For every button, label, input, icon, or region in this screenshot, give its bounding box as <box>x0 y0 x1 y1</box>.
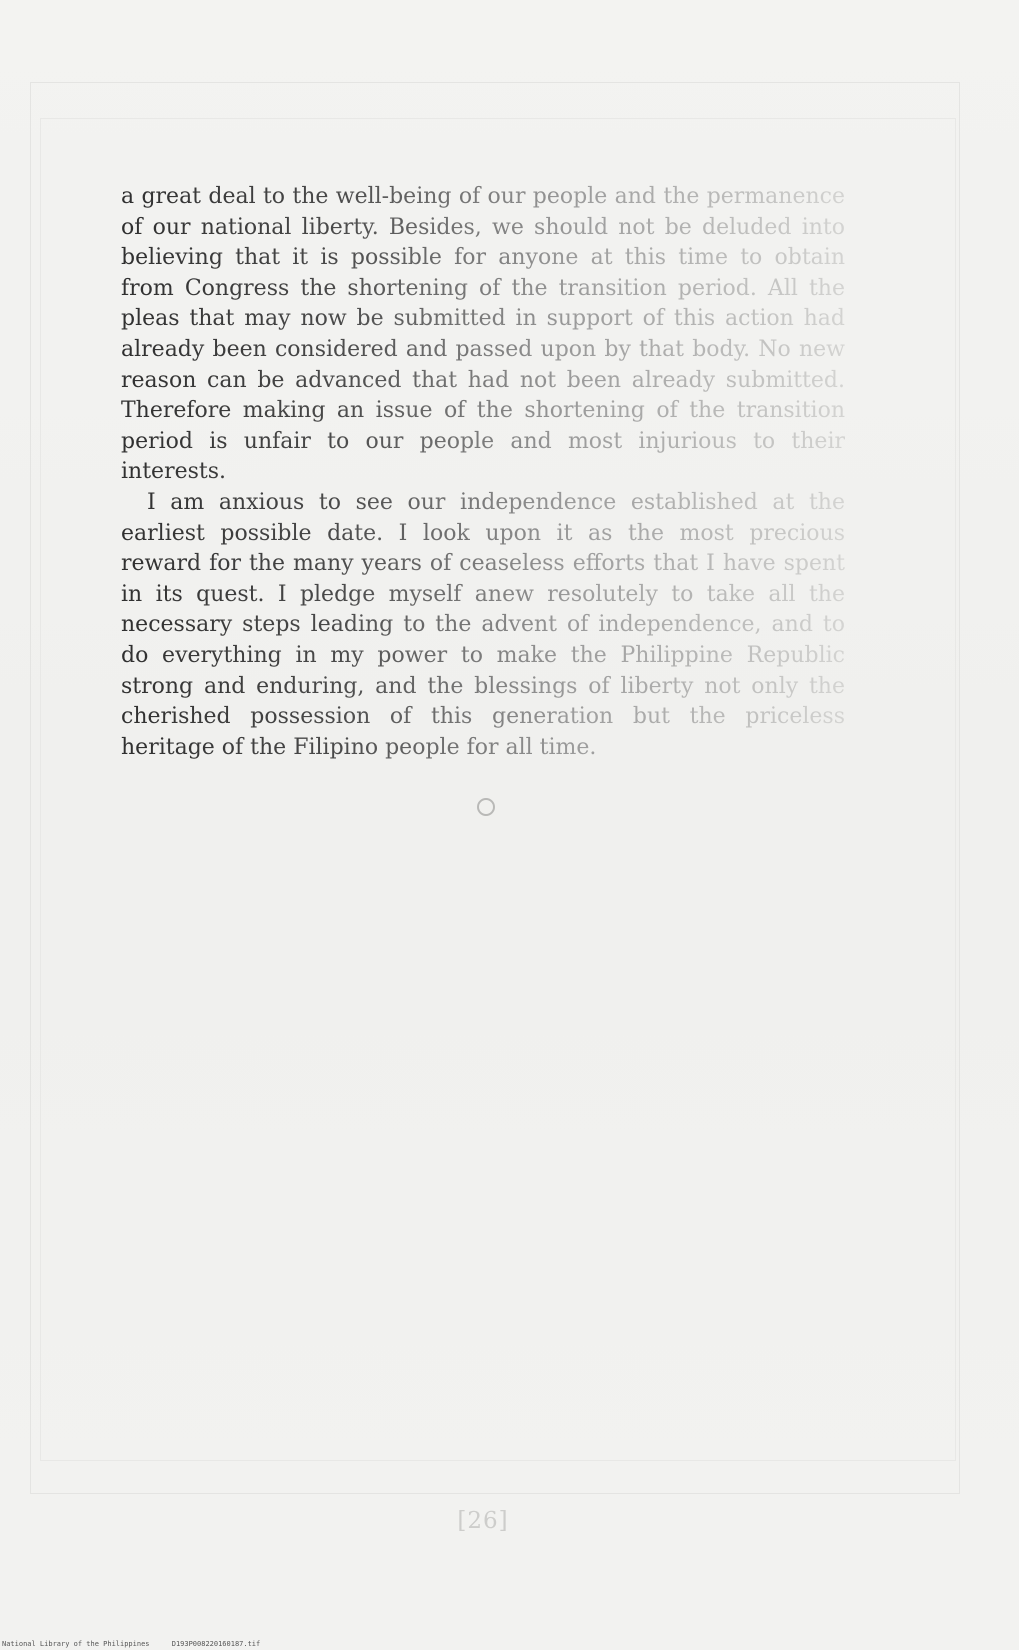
scan-source-label: National Library of the Philippines <box>2 1640 150 1648</box>
paragraph-1: a great deal to the well-being of our people and the permanence of our national liberty. Besides, we should not be deluded into believing that it is possible for anyone at this time to obtain from Congress the shortening of the transition period. All the pleas that may now be submitted in support of this action had already been considered and passed upon by that body. No new reason can be advanced that had not been already submitted. Therefore making an issue of the shortening of the transition period is unfair to our people and most injurious to their interests. <box>121 184 845 485</box>
page-number: [26] <box>457 1508 509 1534</box>
scan-file-name: D193P008220160187.tif <box>171 1640 261 1648</box>
scan-footer <box>2 1640 260 1648</box>
page-body-text <box>121 182 845 763</box>
paragraph-2: I am anxious to see our independence established at the earliest possible date. I look upon it as the most precious reward for the many years of ceaseless efforts that I have spent in its quest. I pledge myself anew resolutely to take all the necessary steps leading to the advent of independence, and to do everything in my power to make the Philippine Republic strong and enduring, and the blessings of liberty not only the cherished possession of this generation but the priceless heritage of the Filipino people for all time. <box>121 489 845 760</box>
circle-ornament-icon <box>477 798 495 816</box>
